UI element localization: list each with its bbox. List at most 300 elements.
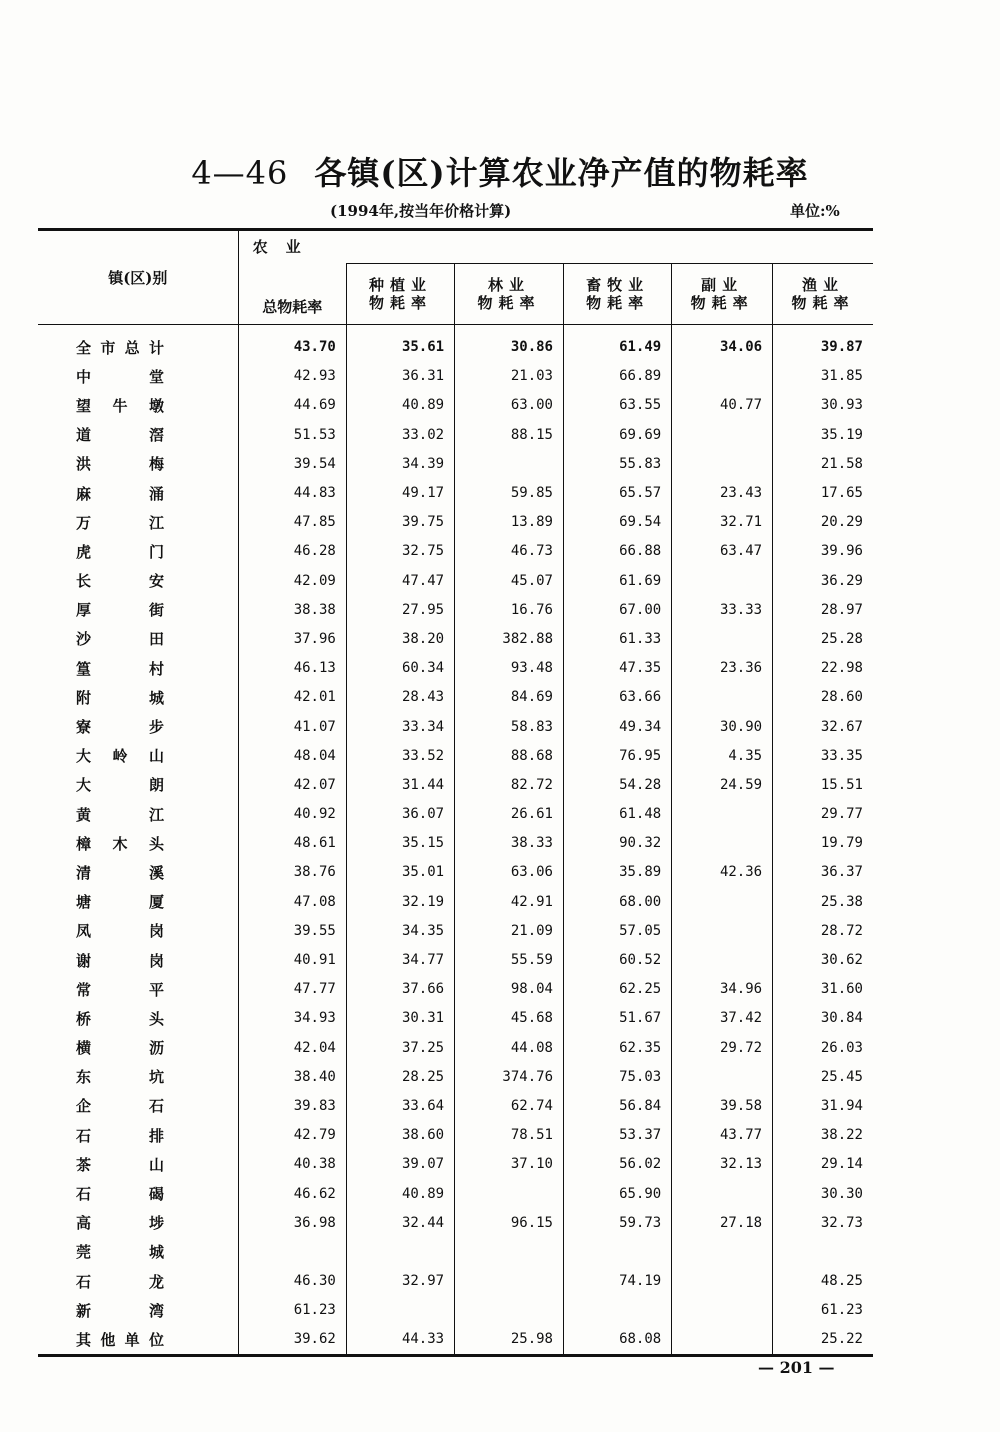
- region-char: 全: [76, 338, 92, 357]
- cell-livestock: 56.02: [564, 1150, 672, 1179]
- cell-planting: 44.33: [346, 1325, 454, 1356]
- region-name: [38, 916, 238, 945]
- cell-sideline: [672, 887, 773, 916]
- cell-fishery: 48.25: [773, 1267, 873, 1296]
- region-char: 江: [148, 513, 164, 532]
- cell-fishery: 31.60: [773, 975, 873, 1004]
- cell-fishery: 25.45: [773, 1062, 873, 1091]
- region-char: 村: [148, 659, 164, 678]
- cell-sideline: 63.47: [672, 537, 773, 566]
- region-name-text: [76, 483, 164, 504]
- table-title: 各镇(区)计算农业净产值的物耗率: [314, 154, 809, 192]
- cell-livestock: 63.55: [564, 391, 672, 420]
- table-row: [38, 1208, 873, 1237]
- cell-forestry: 13.89: [455, 508, 564, 537]
- cell-planting: 37.66: [346, 975, 454, 1004]
- region-char: 谢: [76, 951, 92, 970]
- cell-forestry: [455, 1179, 564, 1208]
- cell-total: 42.93: [238, 362, 346, 391]
- cell-total: 42.07: [238, 770, 346, 799]
- region-char: 山: [148, 747, 164, 766]
- cell-forestry: [455, 1296, 564, 1325]
- cell-sideline: 43.77: [672, 1121, 773, 1150]
- cell-forestry: 382.88: [455, 624, 564, 653]
- cell-planting: 40.89: [346, 1179, 454, 1208]
- cell-livestock: 49.34: [564, 712, 672, 741]
- cell-forestry: 82.72: [455, 770, 564, 799]
- cell-sideline: [672, 1296, 773, 1325]
- region-char: 朗: [148, 776, 164, 795]
- region-name: [38, 683, 238, 712]
- cell-planting: 40.89: [346, 391, 454, 420]
- table-row: [38, 420, 873, 449]
- cell-planting: 32.75: [346, 537, 454, 566]
- region-char: 清: [76, 863, 92, 882]
- region-char: 麻: [76, 484, 92, 503]
- region-char: 牛: [112, 396, 128, 415]
- region-name-text: [76, 628, 164, 649]
- cell-livestock: 60.52: [564, 945, 672, 974]
- region-name: [38, 1237, 238, 1266]
- header-livestock-line1: 畜牧业: [586, 275, 650, 294]
- cell-total: 61.23: [238, 1296, 346, 1325]
- cell-forestry: 96.15: [455, 1208, 564, 1237]
- cell-planting: 39.07: [346, 1150, 454, 1179]
- cell-total: 44.69: [238, 391, 346, 420]
- region-name: [38, 887, 238, 916]
- region-name: [38, 324, 238, 362]
- cell-forestry: 26.61: [455, 800, 564, 829]
- region-char: 大: [76, 747, 92, 766]
- table-row: [38, 1267, 873, 1296]
- cell-forestry: 59.85: [455, 478, 564, 507]
- table-row: [38, 537, 873, 566]
- cell-forestry: 88.68: [455, 741, 564, 770]
- cell-total: 41.07: [238, 712, 346, 741]
- cell-forestry: 16.76: [455, 595, 564, 624]
- cell-sideline: [672, 683, 773, 712]
- table-subtitle: (1994年,按当年价格计算): [330, 202, 512, 220]
- table-row: [38, 595, 873, 624]
- table-row: [38, 1121, 873, 1150]
- region-char: 碣: [148, 1185, 164, 1204]
- header-fishery-line2: 物耗率: [791, 293, 855, 312]
- region-name: [38, 829, 238, 858]
- cell-planting: [346, 1237, 454, 1266]
- cell-forestry: 21.09: [455, 916, 564, 945]
- region-name-text: [76, 658, 164, 679]
- region-char: 山: [148, 1155, 164, 1174]
- region-name: [38, 1325, 238, 1356]
- table-number: 4—46: [191, 154, 289, 192]
- table-row: [38, 887, 873, 916]
- cell-livestock: 65.57: [564, 478, 672, 507]
- cell-total: 38.76: [238, 858, 346, 887]
- cell-livestock: 47.35: [564, 654, 672, 683]
- table-row: [38, 1150, 873, 1179]
- region-char: 城: [148, 688, 164, 707]
- region-char: 附: [76, 688, 92, 707]
- cell-fishery: 39.96: [773, 537, 873, 566]
- cell-livestock: 55.83: [564, 449, 672, 478]
- cell-total: 42.04: [238, 1033, 346, 1062]
- cell-livestock: 56.84: [564, 1091, 672, 1120]
- cell-sideline: [672, 362, 773, 391]
- region-char: 虎: [76, 542, 92, 561]
- region-name: [38, 449, 238, 478]
- cell-fishery: 25.38: [773, 887, 873, 916]
- region-name-text: [76, 453, 164, 474]
- region-name: [38, 566, 238, 595]
- cell-fishery: 19.79: [773, 829, 873, 858]
- cell-planting: 32.97: [346, 1267, 454, 1296]
- region-name-text: [76, 1154, 164, 1175]
- cell-total: 38.38: [238, 595, 346, 624]
- region-char: 沥: [148, 1039, 164, 1058]
- cell-sideline: [672, 449, 773, 478]
- cell-livestock: 69.69: [564, 420, 672, 449]
- header-region: 镇(区)别: [38, 230, 238, 325]
- cell-fishery: 61.23: [773, 1296, 873, 1325]
- table-row: [38, 712, 873, 741]
- region-name: [38, 741, 238, 770]
- region-name-text: [76, 512, 164, 533]
- cell-livestock: 53.37: [564, 1121, 672, 1150]
- cell-forestry: 62.74: [455, 1091, 564, 1120]
- cell-livestock: 57.05: [564, 916, 672, 945]
- region-char: 沙: [76, 630, 92, 649]
- cell-fishery: 36.37: [773, 858, 873, 887]
- region-name: [38, 1179, 238, 1208]
- region-char: 墩: [148, 396, 164, 415]
- cell-planting: 32.44: [346, 1208, 454, 1237]
- region-char: 茶: [76, 1155, 92, 1174]
- cell-total: 43.70: [238, 324, 346, 362]
- region-name: [38, 1208, 238, 1237]
- table-row: [38, 1004, 873, 1033]
- region-char: 塘: [76, 893, 92, 912]
- region-name-text: [76, 570, 164, 591]
- region-char: 莞: [76, 1243, 92, 1262]
- region-name-text: [76, 1037, 164, 1058]
- cell-fishery: 25.28: [773, 624, 873, 653]
- cell-total: 47.08: [238, 887, 346, 916]
- cell-planting: 33.52: [346, 741, 454, 770]
- region-name: [38, 362, 238, 391]
- cell-total: 39.62: [238, 1325, 346, 1356]
- cell-total: 46.13: [238, 654, 346, 683]
- region-char: 坑: [148, 1068, 164, 1087]
- cell-fishery: 39.87: [773, 324, 873, 362]
- cell-sideline: [672, 624, 773, 653]
- cell-planting: 33.64: [346, 1091, 454, 1120]
- region-name: [38, 800, 238, 829]
- cell-livestock: 61.69: [564, 566, 672, 595]
- region-char: 企: [76, 1097, 92, 1116]
- cell-livestock: 35.89: [564, 858, 672, 887]
- cell-total: 40.91: [238, 945, 346, 974]
- unit-label: 单位:%: [790, 202, 840, 220]
- cell-forestry: 30.86: [455, 324, 564, 362]
- cell-forestry: 58.83: [455, 712, 564, 741]
- cell-planting: 37.25: [346, 1033, 454, 1062]
- region-name-text: [76, 1300, 164, 1321]
- cell-fishery: 30.84: [773, 1004, 873, 1033]
- cell-livestock: 67.00: [564, 595, 672, 624]
- region-char: 黄: [76, 805, 92, 824]
- page-number: — 201 —: [758, 1358, 835, 1377]
- header-agriculture: 农业: [238, 230, 873, 264]
- table-row: [38, 508, 873, 537]
- table-row: [38, 683, 873, 712]
- table-row: [38, 391, 873, 420]
- cell-sideline: 42.36: [672, 858, 773, 887]
- cell-forestry: 55.59: [455, 945, 564, 974]
- cell-sideline: [672, 800, 773, 829]
- cell-sideline: [672, 420, 773, 449]
- region-char: 望: [76, 396, 92, 415]
- cell-sideline: 29.72: [672, 1033, 773, 1062]
- cell-livestock: 90.32: [564, 829, 672, 858]
- region-char: 总: [124, 338, 140, 357]
- region-char: 街: [148, 601, 164, 620]
- cell-total: 39.55: [238, 916, 346, 945]
- table-row: [38, 741, 873, 770]
- table-row: [38, 566, 873, 595]
- cell-sideline: 27.18: [672, 1208, 773, 1237]
- region-name: [38, 1267, 238, 1296]
- cell-livestock: 62.25: [564, 975, 672, 1004]
- region-name: [38, 1121, 238, 1150]
- cell-sideline: [672, 916, 773, 945]
- table-row: [38, 1091, 873, 1120]
- region-name: [38, 1091, 238, 1120]
- region-char: 梅: [148, 455, 164, 474]
- region-char: 石: [76, 1272, 92, 1291]
- region-char: 堂: [148, 367, 164, 386]
- cell-planting: 28.25: [346, 1062, 454, 1091]
- region-char: 岗: [148, 951, 164, 970]
- cell-planting: 34.77: [346, 945, 454, 974]
- header-fishery-line1: 渔业: [802, 275, 845, 294]
- cell-livestock: 68.00: [564, 887, 672, 916]
- cell-forestry: 374.76: [455, 1062, 564, 1091]
- cell-fishery: 32.67: [773, 712, 873, 741]
- cell-livestock: 54.28: [564, 770, 672, 799]
- cell-sideline: [672, 829, 773, 858]
- cell-livestock: 75.03: [564, 1062, 672, 1091]
- cell-forestry: 98.04: [455, 975, 564, 1004]
- region-name-text: [76, 950, 164, 971]
- region-char: 新: [76, 1301, 92, 1320]
- region-name: [38, 624, 238, 653]
- cell-planting: 35.15: [346, 829, 454, 858]
- table-row: [38, 1296, 873, 1325]
- data-table: [38, 228, 873, 1357]
- cell-livestock: 51.67: [564, 1004, 672, 1033]
- cell-fishery: 30.30: [773, 1179, 873, 1208]
- cell-total: 46.28: [238, 537, 346, 566]
- cell-fishery: 28.72: [773, 916, 873, 945]
- cell-total: 40.92: [238, 800, 346, 829]
- cell-planting: 32.19: [346, 887, 454, 916]
- cell-livestock: 69.54: [564, 508, 672, 537]
- cell-livestock: 63.66: [564, 683, 672, 712]
- table-row: [38, 478, 873, 507]
- region-name-text: [76, 716, 164, 737]
- region-char: 田: [148, 630, 164, 649]
- cell-forestry: 38.33: [455, 829, 564, 858]
- cell-planting: [346, 1296, 454, 1325]
- cell-sideline: 40.77: [672, 391, 773, 420]
- cell-livestock: 68.08: [564, 1325, 672, 1356]
- header-fishery: [773, 264, 873, 325]
- region-name-text: [76, 1183, 164, 1204]
- cell-forestry: 25.98: [455, 1325, 564, 1356]
- region-char: 洪: [76, 455, 92, 474]
- region-name-text: [76, 1329, 164, 1350]
- region-name: [38, 478, 238, 507]
- cell-forestry: 46.73: [455, 537, 564, 566]
- cell-forestry: 63.00: [455, 391, 564, 420]
- table-row: [38, 1325, 873, 1356]
- table-row: [38, 1033, 873, 1062]
- region-char: 篁: [76, 659, 92, 678]
- region-name-text: [76, 1008, 164, 1029]
- region-name-text: [76, 1125, 164, 1146]
- cell-fishery: 17.65: [773, 478, 873, 507]
- cell-sideline: 23.43: [672, 478, 773, 507]
- cell-planting: 28.43: [346, 683, 454, 712]
- cell-forestry: [455, 449, 564, 478]
- cell-livestock: 61.48: [564, 800, 672, 829]
- region-char: 大: [76, 776, 92, 795]
- region-char: 排: [148, 1126, 164, 1145]
- region-name: [38, 595, 238, 624]
- cell-fishery: 22.98: [773, 654, 873, 683]
- region-char: 门: [148, 542, 164, 561]
- header-forestry: [455, 264, 564, 325]
- cell-livestock: 66.88: [564, 537, 672, 566]
- cell-sideline: 23.36: [672, 654, 773, 683]
- region-char: 高: [76, 1214, 92, 1233]
- region-char: 滘: [148, 426, 164, 445]
- cell-total: 42.01: [238, 683, 346, 712]
- region-char: 其: [76, 1330, 92, 1349]
- cell-livestock: 65.90: [564, 1179, 672, 1208]
- cell-fishery: 31.85: [773, 362, 873, 391]
- cell-forestry: 78.51: [455, 1121, 564, 1150]
- cell-sideline: 24.59: [672, 770, 773, 799]
- header-sideline-line2: 物耗率: [690, 293, 754, 312]
- cell-sideline: 32.13: [672, 1150, 773, 1179]
- region-char: 溪: [148, 863, 164, 882]
- cell-forestry: [455, 1267, 564, 1296]
- table-row: [38, 1237, 873, 1266]
- cell-planting: 34.35: [346, 916, 454, 945]
- cell-total: 44.83: [238, 478, 346, 507]
- region-char: 位: [148, 1330, 164, 1349]
- region-name: [38, 508, 238, 537]
- cell-sideline: 37.42: [672, 1004, 773, 1033]
- cell-livestock: 61.33: [564, 624, 672, 653]
- region-name: [38, 654, 238, 683]
- region-char: 樟: [76, 834, 92, 853]
- cell-livestock: 74.19: [564, 1267, 672, 1296]
- cell-sideline: [672, 566, 773, 595]
- cell-total: 39.54: [238, 449, 346, 478]
- cell-planting: 33.34: [346, 712, 454, 741]
- region-char: 计: [148, 338, 164, 357]
- header-planting-line1: 种植业: [368, 275, 432, 294]
- cell-livestock: 76.95: [564, 741, 672, 770]
- region-char: 头: [148, 834, 164, 853]
- cell-total: 42.09: [238, 566, 346, 595]
- region-char: 石: [76, 1126, 92, 1145]
- cell-planting: 33.02: [346, 420, 454, 449]
- cell-forestry: 45.07: [455, 566, 564, 595]
- region-name: [38, 770, 238, 799]
- header-total: 总物耗率: [238, 264, 346, 325]
- region-name-text: [76, 687, 164, 708]
- cell-livestock: [564, 1237, 672, 1266]
- region-name: [38, 537, 238, 566]
- header-planting: [346, 264, 454, 325]
- table-row: [38, 449, 873, 478]
- region-char: 他: [100, 1330, 116, 1349]
- cell-planting: 35.61: [346, 324, 454, 362]
- region-char: 长: [76, 572, 92, 591]
- region-name: [38, 858, 238, 887]
- region-name: [38, 420, 238, 449]
- table-row: [38, 770, 873, 799]
- header-livestock: [564, 264, 672, 325]
- cell-sideline: 34.06: [672, 324, 773, 362]
- cell-fishery: 35.19: [773, 420, 873, 449]
- cell-forestry: 63.06: [455, 858, 564, 887]
- cell-fishery: 21.58: [773, 449, 873, 478]
- table-row: [38, 800, 873, 829]
- table-row: [38, 945, 873, 974]
- cell-livestock: 66.89: [564, 362, 672, 391]
- region-char: 步: [148, 718, 164, 737]
- cell-planting: 36.07: [346, 800, 454, 829]
- cell-total: 36.98: [238, 1208, 346, 1237]
- header-livestock-line2: 物耗率: [586, 293, 650, 312]
- cell-fishery: 30.62: [773, 945, 873, 974]
- cell-fishery: 38.22: [773, 1121, 873, 1150]
- region-char: 石: [148, 1097, 164, 1116]
- table-row: [38, 1179, 873, 1208]
- region-name-text: [76, 804, 164, 825]
- region-name-text: [76, 395, 164, 416]
- region-char: 寮: [76, 718, 92, 737]
- region-char: 平: [148, 980, 164, 999]
- page-title: [0, 148, 1000, 194]
- region-char: 石: [76, 1185, 92, 1204]
- table-row: [38, 362, 873, 391]
- region-name-text: [76, 774, 164, 795]
- region-name: [38, 975, 238, 1004]
- table-row: [38, 324, 873, 362]
- cell-planting: 34.39: [346, 449, 454, 478]
- cell-livestock: 59.73: [564, 1208, 672, 1237]
- region-name: [38, 1004, 238, 1033]
- cell-sideline: 30.90: [672, 712, 773, 741]
- region-name-text: [76, 1212, 164, 1233]
- cell-total: 47.77: [238, 975, 346, 1004]
- region-name-text: [76, 1241, 164, 1262]
